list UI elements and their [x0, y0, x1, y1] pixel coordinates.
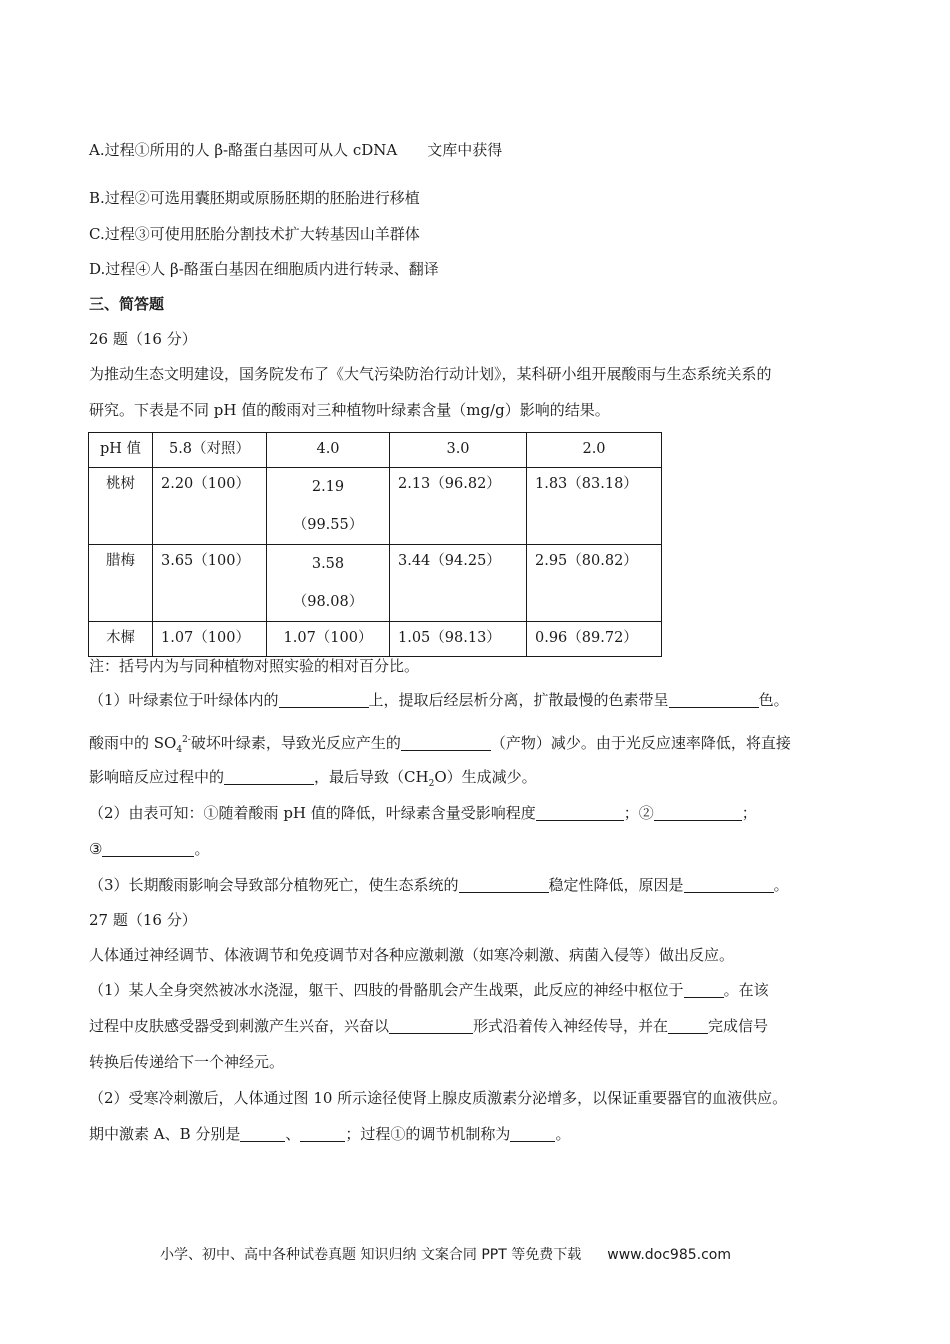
text-segment: （产物）减少。由于光反应速率降低，将直接 [490, 734, 791, 752]
text-segment: 破坏叶绿素，导致光反应产生的 [190, 734, 401, 752]
answer-blank [300, 1125, 345, 1142]
text-segment: 。 [555, 1125, 571, 1143]
table-cell: 1.07（100） [267, 622, 390, 657]
table-header-row [89, 433, 662, 468]
answer-blank [654, 804, 742, 821]
q26-part1-line3 [89, 767, 537, 794]
text-segment: 期中激素 A、B 分别是 [89, 1125, 241, 1143]
table-cell: 2.20（100） [153, 468, 267, 545]
text-segment: （3）长期酸雨影响会导致部分植物死亡，使生态系统的 [89, 876, 459, 894]
table-cell-plant: 桃树 [89, 468, 153, 545]
text-segment: O）生成减少。 [434, 768, 537, 786]
option-b: B.过程②可选用囊胚期或原肠胚期的胚胎进行移植 [89, 189, 420, 207]
footer-text: 小学、初中、高中各种试卷真题 知识归纳 文案合同 PPT 等免费下载 [160, 1247, 582, 1263]
table-cell-plant: 木樨 [89, 622, 153, 657]
answer-blank [401, 734, 491, 751]
text-segment: 。 [773, 876, 789, 894]
text-segment: 稳定性降低，原因是 [548, 876, 684, 894]
answer-blank [536, 804, 624, 821]
option-d: D.过程④人 β-酪蛋白基因在细胞质内进行转录、翻译 [89, 260, 439, 278]
q27-intro: 人体通过神经调节、体液调节和免疫调节对各种应激刺激（如寒冷刺激、病菌入侵等）做出反应。 [89, 946, 735, 964]
table-cell: 2.13（96.82） [390, 468, 527, 545]
text-segment: 影响暗反应过程中的 [89, 768, 225, 786]
table-cell: 3.44（94.25） [390, 545, 527, 622]
table-note: 注：括号内为与同种植物对照实验的相对百分比。 [89, 657, 420, 675]
table-cell [267, 545, 390, 622]
superscript: 2- [182, 735, 191, 745]
option-a: A.过程①所用的人 β-酪蛋白基因可从人 cDNA 文库中获得 [89, 141, 503, 159]
footer [160, 1244, 731, 1264]
table-header-cell: 3.0 [390, 433, 527, 468]
table-header-cell: 2.0 [527, 433, 662, 468]
q26-part1-line1 [89, 690, 789, 710]
text-segment: 上，提取后经层析分离，扩散最慢的色素带呈 [368, 691, 669, 709]
answer-blank [669, 691, 759, 708]
q27-part1-line1 [89, 980, 769, 1000]
table-cell [267, 468, 390, 545]
q26-part2-line1 [89, 803, 757, 823]
option-c: C.过程③可使用胚胎分割技术扩大转基因山羊群体 [89, 225, 420, 243]
q26-header: 26 题（16 分） [89, 330, 197, 348]
table-cell: 0.96（89.72） [527, 622, 662, 657]
footer-url[interactable]: www.doc985.com [607, 1247, 731, 1263]
table-cell: 1.83（83.18） [527, 468, 662, 545]
answer-blank [668, 1017, 708, 1034]
q27-header: 27 题（16 分） [89, 911, 197, 929]
subscript: 4 [176, 745, 183, 755]
q26-intro-line-2: 研究。下表是不同 pH 值的酸雨对三种植物叶绿素含量（mg/g）影响的结果。 [89, 401, 610, 419]
table-cell: 3.65（100） [153, 545, 267, 622]
answer-blank [389, 1017, 473, 1034]
text-segment: ③ [89, 840, 103, 858]
text-segment: （2）由表可知：①随着酸雨 pH 值的降低，叶绿素含量受影响程度 [89, 804, 536, 822]
text-segment: 色。 [758, 691, 789, 709]
table-cell-percent: （99.55） [292, 517, 364, 533]
answer-blank [459, 876, 549, 893]
q26-intro-line-1: 为推动生态文明建设，国务院发布了《大气污染防治行动计划》，某科研小组开展酸雨与生态系统关系的 [89, 365, 772, 383]
q26-part3 [89, 875, 789, 895]
q27-part1-line2 [89, 1016, 768, 1036]
table-cell: 1.05（98.13） [390, 622, 527, 657]
table-row [89, 622, 662, 657]
answer-blank [684, 876, 774, 893]
answer-blank [224, 768, 314, 785]
text-segment: 酸雨中的 SO [89, 734, 177, 752]
answer-blank [102, 840, 194, 857]
text-segment: 。 [194, 840, 210, 858]
answer-blank [240, 1125, 285, 1142]
text-segment: ，最后导致（CH [314, 768, 429, 786]
table-cell: 2.95（80.82） [527, 545, 662, 622]
table-cell-value: 3.58 [311, 556, 345, 572]
table-cell-plant: 腊梅 [89, 545, 153, 622]
table-header-cell: pH 值 [89, 433, 153, 468]
text-segment: ；② [623, 804, 654, 822]
q27-part2-line1: （2）受寒冷刺激后，人体通过图 10 所示途径使肾上腺皮质激素分泌增多，以保证重要器官的血液供应。 [89, 1089, 788, 1107]
chlorophyll-table [88, 432, 662, 657]
answer-blank [279, 691, 369, 708]
text-segment: 过程中皮肤感受器受到刺激产生兴奋，兴奋以 [89, 1017, 390, 1035]
table-header-cell: 4.0 [267, 433, 390, 468]
text-segment: 形式沿着传入神经传导，并在 [473, 1017, 669, 1035]
table-cell-value: 2.19 [311, 479, 345, 495]
text-segment: （1）叶绿素位于叶绿体内的 [89, 691, 279, 709]
answer-blank [510, 1125, 555, 1142]
section-title: 三、简答题 [89, 295, 165, 313]
table-row [89, 468, 662, 545]
text-segment: （1）某人全身突然被冰水浇湿，躯干、四肢的骨骼肌会产生战栗，此反应的神经中枢位于 [89, 981, 684, 999]
q26-part2-line2 [89, 839, 209, 859]
text-segment: 完成信号 [708, 1017, 769, 1035]
text-segment: 。在该 [723, 981, 769, 999]
text-segment: ；过程①的调节机制称为 [345, 1125, 511, 1143]
text-segment: 、 [285, 1125, 301, 1143]
subscript: 2 [428, 779, 435, 789]
table-header-cell: 5.8（对照） [153, 433, 267, 468]
text-segment: ； [741, 804, 757, 822]
table-row [89, 545, 662, 622]
q26-part1-line2 [89, 730, 791, 760]
q27-part2-line2 [89, 1124, 570, 1144]
q27-part1-line3: 转换后传递给下一个神经元。 [89, 1053, 285, 1071]
answer-blank [684, 981, 724, 998]
table-cell-percent: （98.08） [292, 594, 364, 610]
table-cell: 1.07（100） [153, 622, 267, 657]
